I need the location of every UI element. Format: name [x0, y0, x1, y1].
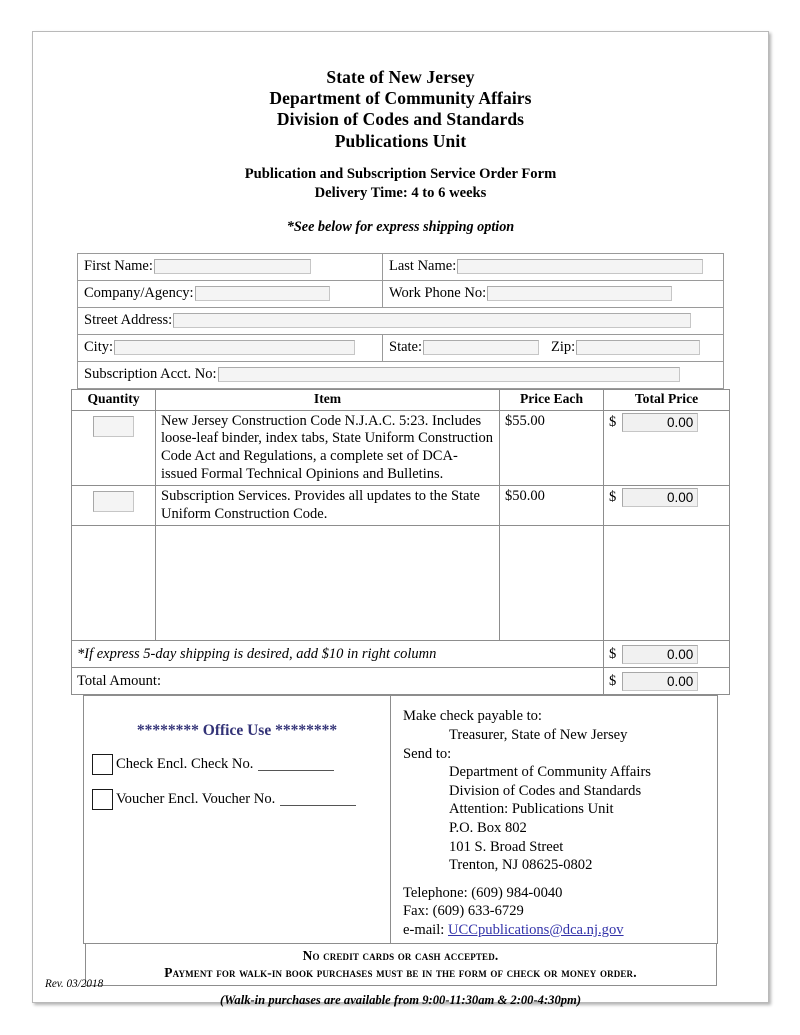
work-phone-cell — [383, 280, 724, 307]
company-label: Company/Agency: — [84, 285, 194, 302]
last-name-input[interactable] — [457, 259, 703, 274]
quantity-input[interactable] — [93, 416, 134, 437]
total-amount-cell — [604, 668, 730, 695]
blank-item-cell[interactable] — [156, 526, 500, 641]
blank-quantity-cell[interactable] — [72, 526, 156, 641]
bottom-block — [83, 695, 718, 944]
delivery-time: Delivery Time: 4 to 6 weeks — [314, 185, 487, 202]
col-header-item: Item — [156, 389, 500, 410]
form-title: Publication and Subscription Service Order Form — [244, 165, 557, 182]
heading-line-3: Division of Codes and Standards — [276, 109, 525, 130]
total-price-cell — [604, 410, 730, 485]
state-zip-cell — [383, 334, 724, 361]
price-each-value: $50.00 — [500, 486, 604, 526]
item-description: New Jersey Construction Code N.J.A.C. 5:23. Includes loose-leaf binder, index tabs, State Uniform Construction Code Act and Regulations, a complete set of DCA-issued Formal Technical Opinions and Bulletins. — [156, 410, 500, 485]
express-shipping-row — [72, 641, 730, 668]
account-cell — [78, 361, 724, 388]
voucher-enclosed-label: Voucher Encl. Voucher No. — [116, 791, 276, 808]
blank-price-cell[interactable] — [500, 526, 604, 641]
company-cell — [78, 280, 383, 307]
notice-payment-form: Payment for walk-in book purchases must be in the form of check or money order. — [164, 965, 637, 981]
blank-total-cell[interactable] — [604, 526, 730, 641]
quantity-cell — [72, 486, 156, 526]
email-link[interactable]: UCCpublications@dca.nj.gov — [448, 921, 624, 938]
account-input[interactable] — [218, 367, 680, 382]
table-row — [72, 486, 730, 526]
address-line: Division of Codes and Standards — [449, 782, 642, 799]
street-input[interactable] — [173, 313, 691, 328]
street-cell — [78, 307, 724, 334]
remittance-section — [391, 696, 718, 944]
last-name-cell — [383, 253, 724, 280]
telephone: Telephone: (609) 984-0040 — [403, 884, 563, 901]
account-label: Subscription Acct. No: — [84, 366, 217, 383]
heading-line-2: Department of Community Affairs — [269, 88, 532, 109]
heading-line-1: State of New Jersey — [326, 67, 475, 87]
col-header-total-price: Total Price — [604, 389, 730, 410]
payable-to: Treasurer, State of New Jersey — [449, 726, 628, 743]
zip-input[interactable] — [576, 340, 700, 355]
spacer — [403, 875, 717, 884]
order-table — [71, 389, 730, 696]
state-input[interactable] — [423, 340, 539, 355]
currency-symbol: $ — [609, 413, 617, 430]
quantity-input[interactable] — [93, 491, 134, 512]
currency-symbol: $ — [609, 645, 617, 662]
work-phone-label: Work Phone No: — [389, 285, 487, 302]
office-use-title: ******** Office Use ******** — [136, 722, 338, 740]
total-price-input[interactable]: 0.00 — [622, 488, 698, 507]
email-row — [403, 921, 717, 940]
address-line: Department of Community Affairs — [449, 764, 651, 781]
blank-order-row — [72, 526, 730, 641]
city-input[interactable] — [114, 340, 355, 355]
heading-line-4: Publications Unit — [334, 130, 467, 151]
check-number-line[interactable] — [258, 758, 334, 771]
check-enclosed-row — [92, 754, 390, 775]
express-shipping-note: *See below for express shipping option — [286, 218, 515, 235]
first-name-cell — [78, 253, 383, 280]
order-table-header-row — [72, 389, 730, 410]
agency-heading — [33, 32, 768, 152]
company-row — [78, 280, 724, 307]
express-shipping-total-cell — [604, 641, 730, 668]
total-amount-label: Total Amount: — [72, 668, 604, 695]
company-input[interactable] — [195, 286, 330, 301]
office-use-section — [84, 696, 391, 944]
account-row — [78, 361, 724, 388]
name-row — [78, 253, 724, 280]
address-line: 101 S. Broad Street — [449, 838, 564, 855]
last-name-label: Last Name: — [389, 258, 457, 275]
total-amount-row — [72, 668, 730, 695]
address-line: Attention: Publications Unit — [449, 801, 614, 818]
express-shipping-label: *If express 5-day shipping is desired, add $10 in right column — [72, 641, 604, 668]
form-subtitle — [33, 152, 768, 204]
first-name-input[interactable] — [154, 259, 311, 274]
price-each-value: $55.00 — [500, 410, 604, 485]
total-price-cell — [604, 486, 730, 526]
remittance-text — [391, 696, 717, 939]
address-line: Trenton, NJ 08625-0802 — [449, 857, 593, 874]
state-label: State: — [389, 339, 423, 356]
check-enclosed-checkbox[interactable] — [92, 754, 113, 775]
total-price-input[interactable]: 0.00 — [622, 413, 698, 432]
city-state-zip-row — [78, 334, 724, 361]
table-row — [72, 410, 730, 485]
check-enclosed-label: Check Encl. Check No. — [116, 756, 254, 773]
document-page — [32, 31, 769, 1008]
col-header-quantity: Quantity — [72, 389, 156, 410]
voucher-enclosed-row — [92, 789, 390, 810]
notice-no-cards: No credit cards or cash accepted. — [302, 948, 499, 964]
email-label: e-mail: — [403, 921, 445, 938]
quantity-cell — [72, 410, 156, 485]
voucher-number-line[interactable] — [280, 793, 356, 806]
payment-notice — [85, 944, 717, 986]
total-amount-input[interactable]: 0.00 — [622, 672, 698, 691]
fax: Fax: (609) 633-6729 — [403, 903, 524, 920]
contact-table — [77, 253, 724, 389]
walkin-hours: (Walk-in purchases are available from 9:00-11:30am & 2:00-4:30pm) — [219, 993, 582, 1008]
street-label: Street Address: — [84, 312, 173, 329]
street-row — [78, 307, 724, 334]
payable-label: Make check payable to: — [403, 708, 542, 725]
col-header-price-each: Price Each — [500, 389, 604, 410]
currency-symbol: $ — [609, 672, 617, 689]
contact-section — [33, 253, 768, 389]
address-line: P.O. Box 802 — [449, 819, 527, 836]
send-to-label: Send to: — [403, 745, 452, 762]
revision-label: Rev. 03/2018 — [45, 978, 104, 990]
voucher-enclosed-checkbox[interactable] — [92, 789, 113, 810]
first-name-label: First Name: — [84, 258, 153, 275]
zip-label: Zip: — [551, 339, 576, 356]
item-description: Subscription Services. Provides all updates to the State Uniform Construction Code. — [156, 486, 500, 526]
express-shipping-input[interactable]: 0.00 — [622, 645, 698, 664]
currency-symbol: $ — [609, 489, 617, 506]
city-cell — [78, 334, 383, 361]
city-label: City: — [84, 339, 114, 356]
work-phone-input[interactable] — [487, 286, 672, 301]
